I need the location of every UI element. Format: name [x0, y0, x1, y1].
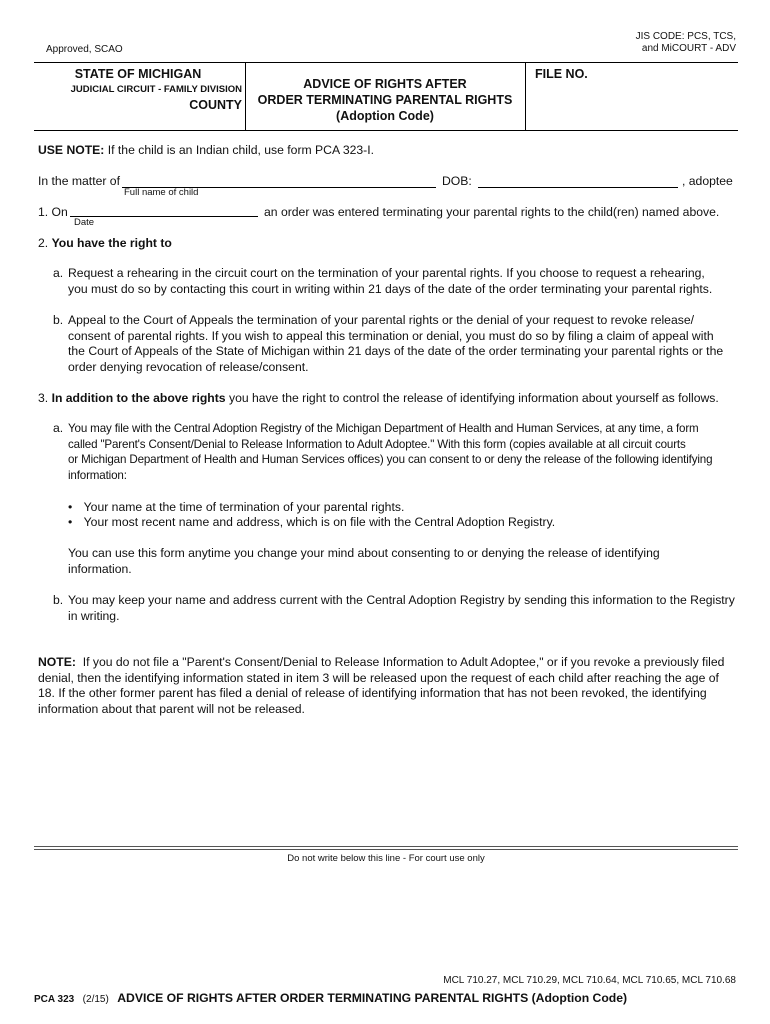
use-note	[38, 143, 374, 159]
order-date-caption: Date	[74, 217, 95, 228]
item1-text: an order was entered terminating your parental rights to the child(ren) named above.	[264, 205, 720, 219]
jis-code-line2: and MiCOURT - ADV	[641, 43, 736, 54]
form-title	[245, 76, 525, 124]
item2-number: 2.	[38, 236, 49, 250]
matter-prefix: In the matter of	[38, 174, 120, 188]
title-divider-right	[525, 62, 526, 130]
mcl-references: MCL 710.27, MCL 710.29, MCL 710.64, MCL 710.65, MCL 710.68	[443, 975, 736, 986]
child-name-caption: Full name of child	[124, 187, 199, 198]
bullet-icon: •	[68, 500, 73, 514]
item2a-label: a.	[53, 266, 64, 280]
item2b-line3: the Court of Appeals of the State of Michigan within 21 days of the date of the order terminating your parental rights or the	[68, 344, 724, 358]
bullet2-text: Your most recent name and address, which is on file with the Central Adoption Registry.	[83, 515, 556, 529]
item2b-text	[68, 313, 723, 375]
approved-label: Approved, SCAO	[46, 44, 123, 55]
item2b-label: b.	[53, 313, 64, 327]
item2b-line4: order denying revocation of release/consent.	[68, 359, 309, 374]
item2a-line1: Request a rehearing in the circuit court on the termination of your parental rights. If you choose to request a rehearing,	[68, 266, 705, 280]
item3a-line4: information:	[68, 468, 127, 482]
use-note-label: USE NOTE:	[38, 143, 105, 157]
item3b-line2: in writing.	[68, 608, 120, 623]
note-line4: information about that parent will not be released.	[38, 701, 305, 716]
court-use-rule-bottom	[34, 849, 738, 850]
use-note-text: If the child is an Indian child, use form PCA 323-I.	[107, 143, 374, 157]
item3-heading-rest: you have the right to control the release of identifying information about yourself as follows.	[228, 391, 719, 405]
file-no-label: FILE NO.	[535, 67, 588, 81]
bullet1-text: Your name at the time of termination of your parental rights.	[83, 500, 405, 514]
bullet-icon: •	[68, 515, 73, 529]
item3a-line1: You may file with the Central Adoption Registry of the Michigan Department of Health and Human Services, at any time, a form	[68, 422, 699, 435]
item3b-line1: You may keep your name and address current with the Central Adoption Registry by sending this information to the Registry	[68, 593, 735, 607]
court-use-rule-top	[34, 846, 738, 847]
item2a-text	[68, 266, 712, 297]
footer-form-title: ADVICE OF RIGHTS AFTER ORDER TERMINATING PARENTAL RIGHTS (Adoption Code)	[117, 991, 628, 1005]
item3-number: 3.	[38, 391, 49, 405]
item3a-para-line1: You can use this form anytime you change your mind about consenting to or denying the release of identifying	[68, 546, 660, 560]
item2-heading	[38, 236, 172, 252]
item3a-text	[68, 421, 712, 483]
circuit-label: JUDICIAL CIRCUIT - FAMILY DIVISION	[70, 84, 242, 95]
form-title-line2: ORDER TERMINATING PARENTAL RIGHTS	[257, 93, 513, 107]
title-top-rule	[34, 62, 738, 63]
form-title-line1: ADVICE OF RIGHTS AFTER	[303, 77, 467, 91]
footer-form-line	[34, 989, 627, 1007]
note-line1: If you do not file a "Parent's Consent/Denial to Release Information to Adult Adoptee," or if you revoke a previously filed	[82, 655, 725, 669]
order-date-field[interactable]	[70, 216, 258, 217]
jis-code-line1: JIS CODE: PCS, TCS,	[635, 31, 736, 42]
note-label: NOTE:	[38, 655, 76, 669]
item3b-label: b.	[53, 593, 64, 607]
form-title-line3: (Adoption Code)	[336, 109, 434, 123]
bullet-item	[68, 515, 555, 531]
title-bottom-rule	[34, 130, 738, 131]
item3a-label: a.	[53, 421, 64, 435]
item3b-text	[68, 593, 735, 624]
court-use-label: Do not write below this line - For court use only	[287, 853, 485, 864]
item3a-paragraph	[68, 546, 660, 577]
item3-heading	[38, 391, 719, 407]
item3-heading-bold: In addition to the above rights	[51, 391, 226, 405]
county-label: COUNTY	[189, 98, 242, 112]
item3a-line2: called "Parent's Consent/Denial to Release Information to Adult Adoptee." With this form (copies available at all circuit courts	[68, 437, 686, 451]
note-line3: 18. If the other former parent has filed a denial of release of identifying information that has not been revoked, the identifying	[38, 686, 707, 700]
form-revision: (2/15)	[82, 994, 109, 1005]
item2b-line2: consent of parental rights. If you wish to appeal this termination or denial, you must do so by filing a claim of appeal with	[68, 328, 714, 343]
state-label: STATE OF MICHIGAN	[74, 67, 202, 81]
item3a-line3: or Michigan Department of Health and Human Services offices) you can consent to or deny the release of the following identifying	[68, 453, 713, 466]
item2b-line1: Appeal to the Court of Appeals the termination of your parental rights or the denial of your request to revoke release/	[68, 313, 694, 327]
dob-label: DOB:	[442, 174, 472, 188]
note-block	[38, 655, 724, 717]
item2-heading-text: You have the right to	[51, 236, 172, 250]
item1-number: 1. On	[38, 205, 68, 219]
bullet-item	[68, 500, 404, 516]
note-line2: denial, then the identifying information stated in item 3 will be released upon the request of each child after reaching the age of	[38, 670, 719, 685]
dob-field[interactable]	[478, 187, 678, 188]
item2a-line2: you must do so by contacting this court in writing within 21 days of the date of the order terminating your parental rights.	[68, 281, 713, 296]
adoptee-suffix: , adoptee	[682, 174, 733, 188]
jis-code	[636, 31, 736, 55]
item3a-para-line2: information.	[68, 561, 132, 576]
form-id: PCA 323	[34, 994, 75, 1005]
